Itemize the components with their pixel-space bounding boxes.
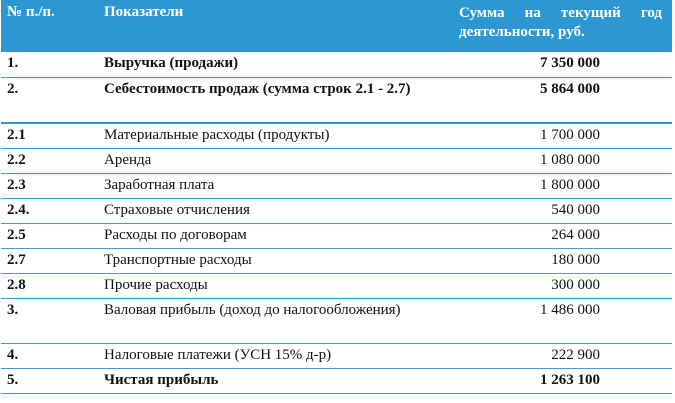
row-sum: 1 700 000 xyxy=(453,123,672,149)
row-sum: 180 000 xyxy=(453,249,672,274)
table-row xyxy=(1,224,672,249)
row-num: 3. xyxy=(1,299,98,344)
row-name: Выручка (продажи) xyxy=(98,52,453,78)
header-num: № п./п. xyxy=(7,4,55,20)
table-row xyxy=(1,249,672,274)
table-row xyxy=(1,344,672,369)
row-name: Транспортные расходы xyxy=(98,249,453,274)
table-row xyxy=(1,52,672,78)
row-sum: 222 900 xyxy=(453,344,672,369)
row-sum: 5 864 000 xyxy=(453,78,672,124)
row-sum: 1 080 000 xyxy=(453,149,672,174)
table-row xyxy=(1,274,672,299)
row-sum: 1 800 000 xyxy=(453,174,672,199)
table-row xyxy=(1,123,672,149)
table-row xyxy=(1,174,672,199)
row-num: 2. xyxy=(1,78,98,124)
row-num: 2.7 xyxy=(1,249,98,274)
row-name: Расходы по договорам xyxy=(98,224,453,249)
row-name: Чистая прибыль xyxy=(98,369,453,394)
row-num: 2.5 xyxy=(1,224,98,249)
table-row xyxy=(1,369,672,394)
financial-results-table xyxy=(1,0,672,394)
table-row xyxy=(1,199,672,224)
row-name: Материальные расходы (продукты) xyxy=(98,123,453,149)
row-num: 4. xyxy=(1,344,98,369)
row-num: 2.3 xyxy=(1,174,98,199)
row-name: Валовая прибыль (доход до налогообложения) xyxy=(98,299,453,344)
row-name: Прочие расходы xyxy=(98,274,453,299)
table-header-row xyxy=(1,0,672,52)
row-name: Налоговые платежи (УСН 15% д-р) xyxy=(98,344,453,369)
row-num: 5. xyxy=(1,369,98,394)
row-sum: 540 000 xyxy=(453,199,672,224)
row-name: Аренда xyxy=(98,149,453,174)
row-num: 2.1 xyxy=(1,123,98,149)
row-num: 2.8 xyxy=(1,274,98,299)
row-sum: 1 486 000 xyxy=(453,299,672,344)
row-name: Страховые отчисления xyxy=(98,199,453,224)
row-name: Себестоимость продаж (сумма строк 2.1 - 2.7) xyxy=(98,78,453,124)
row-sum: 300 000 xyxy=(453,274,672,299)
row-name: Заработная плата xyxy=(98,174,453,199)
header-sum: Сумма на текущий год деятельности, руб. xyxy=(459,5,662,40)
row-sum: 1 263 100 xyxy=(453,369,672,394)
table-row xyxy=(1,78,672,124)
row-sum: 7 350 000 xyxy=(453,52,672,78)
row-sum: 264 000 xyxy=(453,224,672,249)
row-num: 1. xyxy=(1,52,98,78)
row-num: 2.4. xyxy=(1,199,98,224)
table-row xyxy=(1,299,672,344)
row-num: 2.2 xyxy=(1,149,98,174)
header-name: Показатели xyxy=(104,4,184,20)
table-row xyxy=(1,149,672,174)
